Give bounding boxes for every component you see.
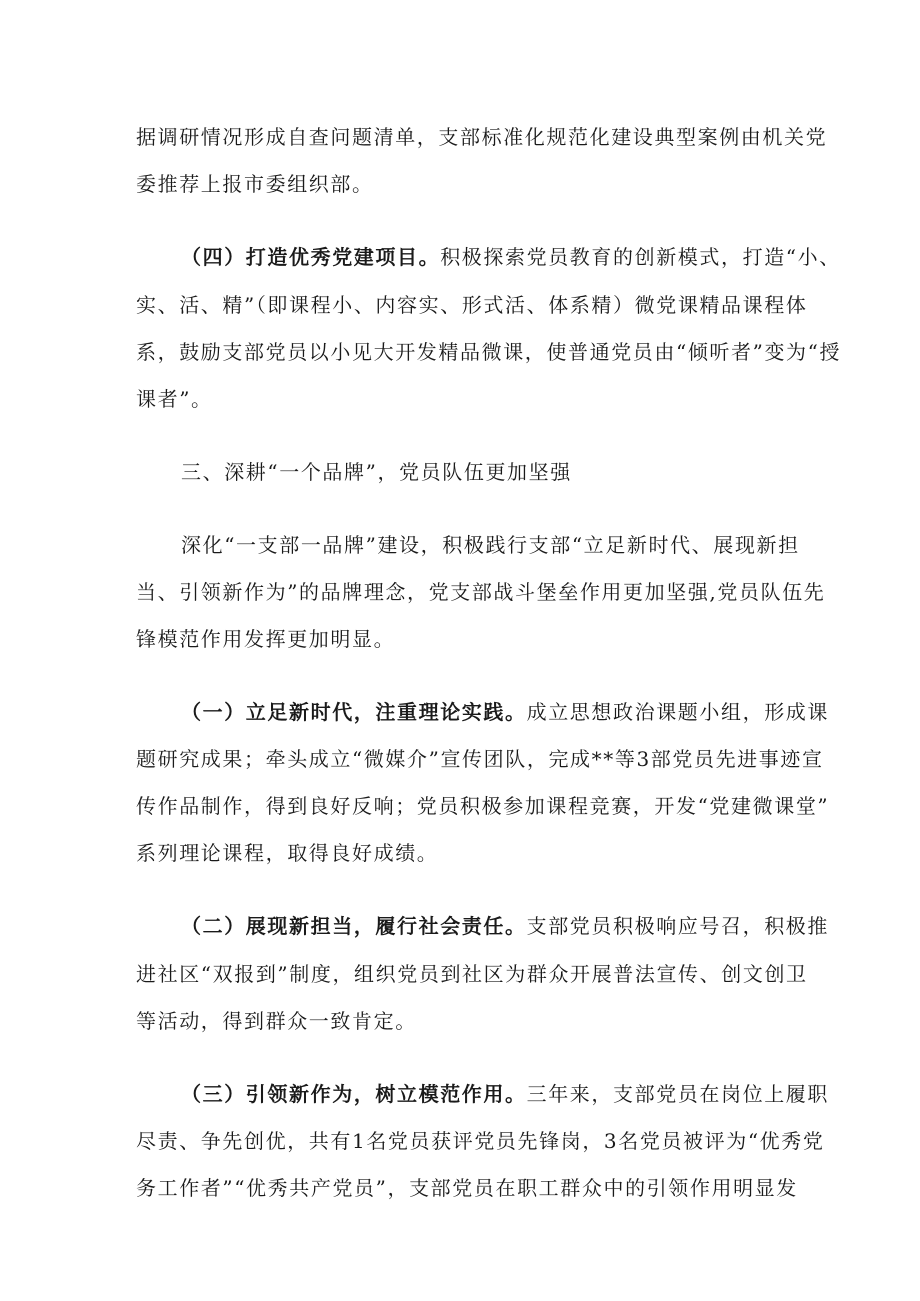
paragraph-6-line-3: 务工作者”“优秀共产党员”，支部党员在职工群众中的引领作用明显发 (136, 1176, 798, 1200)
paragraph-6-heading: （三）引领新作为，树立模范作用。 (181, 1082, 527, 1106)
paragraph-5-heading: （二）展现新担当，履行社会责任。 (181, 914, 527, 938)
paragraph-2-line-1-text: 积极探索党员教育的创新模式，打造“小、 (440, 245, 841, 269)
paragraph-4-line-1 (181, 698, 829, 726)
paragraph-4-line-2: 题研究成果；牵头成立“微媒介”宣传团队，完成**等3部党员先进事迹宣 (136, 747, 824, 771)
paragraph-4-line-4: 系列理论课程，取得良好成绩。 (136, 841, 439, 865)
paragraph-3-line-1: 深化“一支部一品牌”建设，积极践行支部“立足新时代、展现新担 (181, 533, 800, 557)
paragraph-5-line-2: 进社区“双报到”制度，组织党员到社区为群众开展普法宣传、创文创卫 (136, 962, 808, 986)
paragraph-1-line-2: 委推荐上报市委组织部。 (136, 172, 374, 196)
paragraph-6-line-1-text: 三年来，支部党员在岗位上履职 (526, 1082, 830, 1106)
paragraph-3-line-3: 锋模范作用发挥更加明显。 (136, 627, 396, 651)
paragraph-5-line-3: 等活动，得到群众一致肯定。 (136, 1009, 417, 1033)
paragraph-2-line-4: 课者”。 (136, 387, 213, 411)
paragraph-2-line-1 (181, 243, 841, 271)
paragraph-3-line-2: 当、引领新作为”的品牌理念，党支部战斗堡垒作用更加坚强,党员队伍先 (136, 580, 826, 604)
paragraph-4-heading: （一）立足新时代，注重理论实践。 (181, 700, 527, 724)
paragraph-2-line-2: 实、活、精”（即课程小、内容实、形式活、体系精）微党课精品课程体 (136, 293, 808, 317)
paragraph-6-line-1 (181, 1080, 829, 1108)
paragraph-4-line-3: 传作品制作，得到良好反响；党员积极参加课程竞赛，开发“党建微课堂” (136, 794, 830, 818)
paragraph-2-line-3: 系，鼓励支部党员以小见大开发精品微课，使普通党员由“倾听者”变为“授 (136, 340, 842, 364)
paragraph-6-line-2: 尽责、争先创优，共有1名党员获评党员先锋岗，3名党员被评为“优秀党 (136, 1129, 825, 1153)
paragraph-5-line-1-text: 支部党员积极响应号召，积极推 (526, 914, 830, 938)
section-3-title: 三、深耕“一个品牌”，党员队伍更加坚强 (181, 460, 572, 484)
paragraph-4-line-1-text: 成立思想政治课题小组，形成课 (526, 700, 830, 724)
paragraph-5-line-1 (181, 912, 829, 940)
paragraph-1-line-1: 据调研情况形成自查问题清单，支部标准化规范化建设典型案例由机关党 (136, 125, 828, 149)
paragraph-2-heading: （四）打造优秀党建项目。 (181, 245, 441, 269)
